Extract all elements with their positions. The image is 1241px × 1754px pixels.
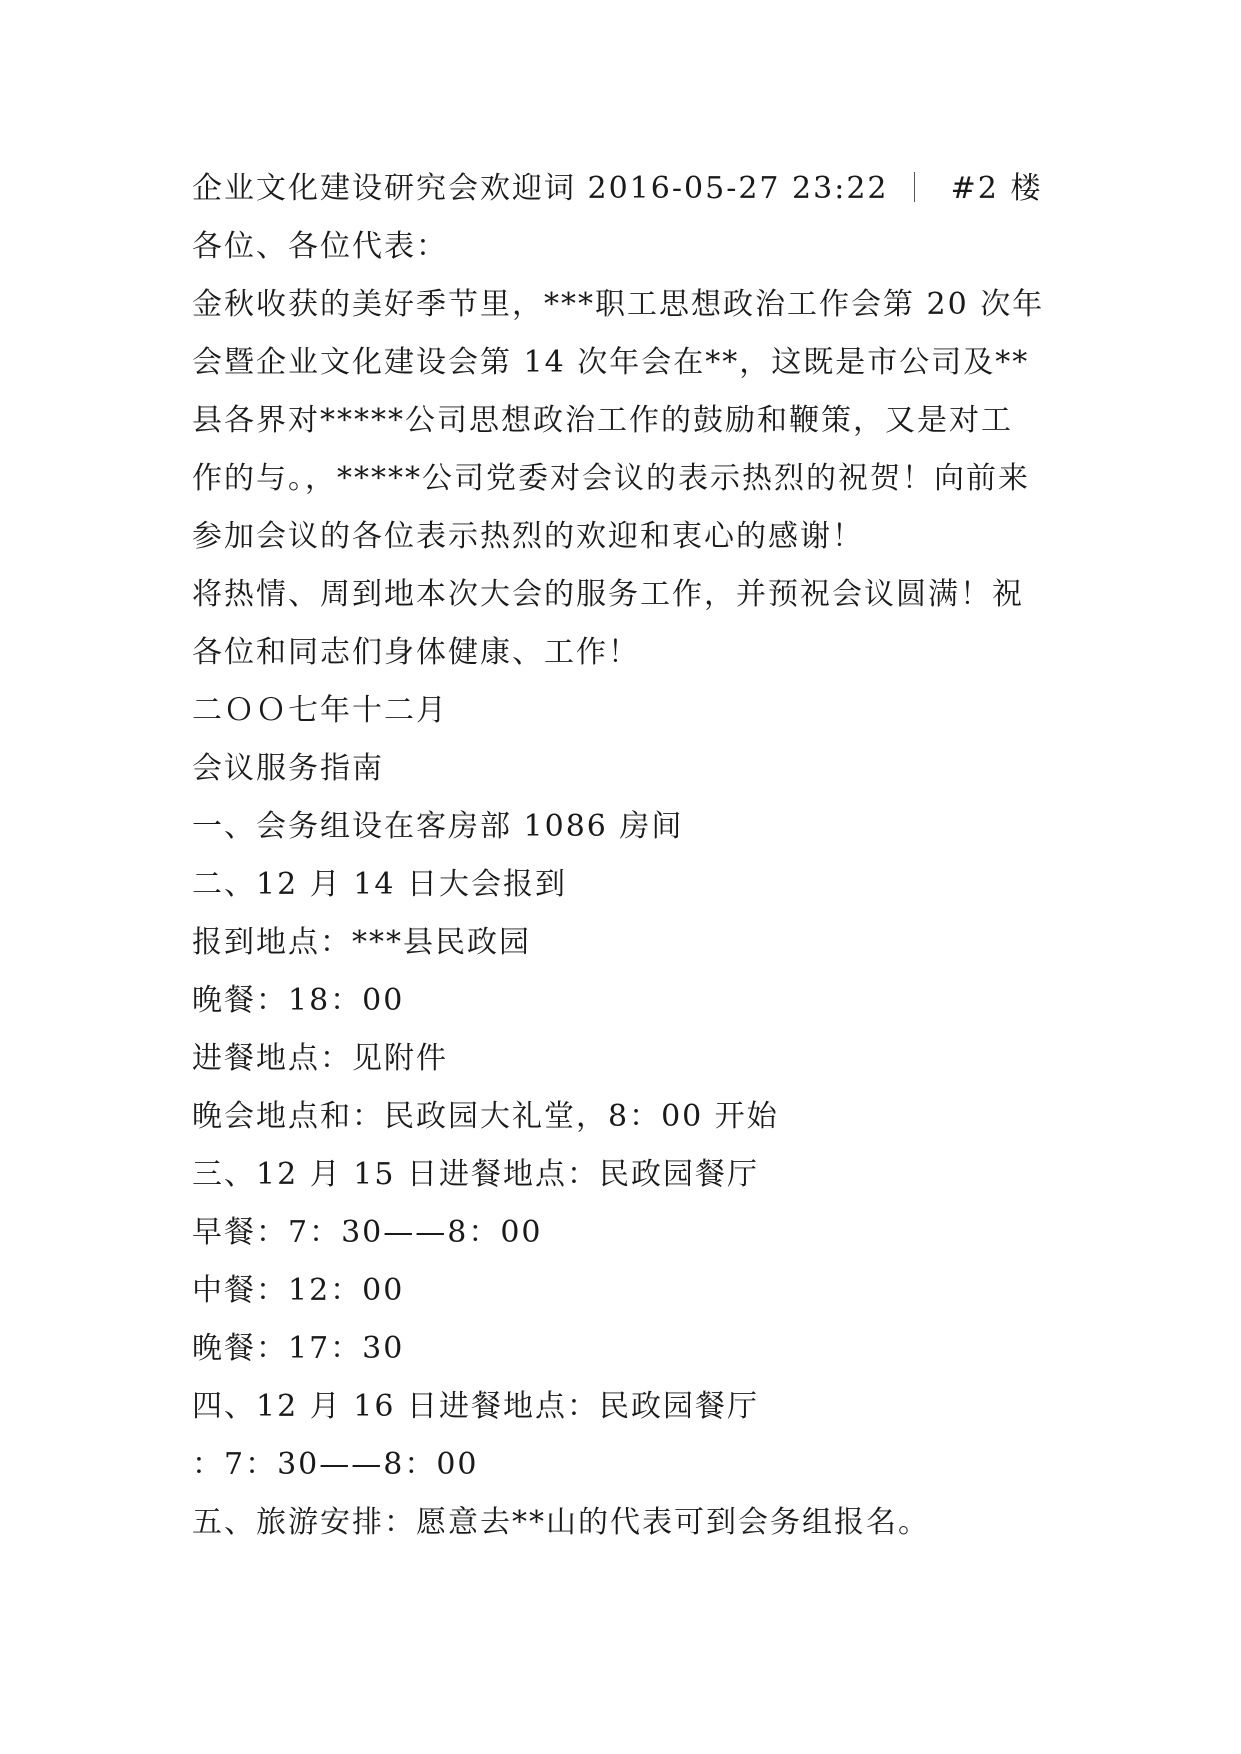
document-date: 二ＯＯ七年十二月 [192, 693, 448, 728]
guide-item: 五、旅游安排：愿意去**山的代表可到会务组报名。 [192, 1505, 930, 1540]
header-separator [914, 172, 915, 202]
salutation: 各位、各位代表： [192, 229, 448, 264]
guide-item: 三、12 月 15 日进餐地点：民政园餐厅 [192, 1157, 759, 1192]
guide-item: 进餐地点：见附件 [192, 1041, 448, 1076]
section-heading: 会议服务指南 [192, 751, 384, 786]
post-date: 2016-05-27 23:22 [587, 171, 889, 206]
post-header [192, 160, 1062, 218]
paragraph-line: 参加会议的各位表示热烈的欢迎和衷心的感谢！ [192, 519, 864, 554]
guide-item: 一、会务组设在客房部 1086 房间 [192, 809, 684, 844]
paragraph-line: 县各界对*****公司思想政治工作的鼓励和鞭策，又是对工 [192, 403, 1013, 438]
guide-item: ：7：30——8：00 [192, 1447, 479, 1482]
paragraph-line: 作的与。，*****公司党委对会议的表示热烈的祝贺！向前来 [192, 461, 1030, 496]
post-title: 企业文化建设研究会欢迎词 [192, 171, 576, 206]
guide-item: 晚餐：17：30 [192, 1331, 405, 1366]
guide-item: 二、12 月 14 日大会报到 [192, 867, 567, 902]
guide-item: 晚会地点和：民政园大礼堂，8：00 开始 [192, 1099, 779, 1134]
paragraph-line: 各位和同志们身体健康、工作！ [192, 635, 640, 670]
paragraph-line: 会暨企业文化建设会第 14 次年会在**，这既是市公司及** [192, 345, 1030, 380]
guide-item: 早餐：7：30——8：00 [192, 1215, 543, 1250]
document-body [192, 160, 1062, 1552]
guide-item: 晚餐：18：00 [192, 983, 405, 1018]
guide-item: 中餐：12：00 [192, 1273, 405, 1308]
guide-item: 四、12 月 16 日进餐地点：民政园餐厅 [192, 1389, 759, 1424]
paragraph-line: 金秋收获的美好季节里，***职工思想政治工作会第 20 次年 [192, 287, 1045, 322]
paragraph-line: 将热情、周到地本次大会的服务工作，并预祝会议圆满！祝 [192, 577, 1024, 612]
floor-label: #2 楼 [950, 171, 1043, 206]
guide-item: 报到地点：***县民政园 [192, 925, 531, 960]
